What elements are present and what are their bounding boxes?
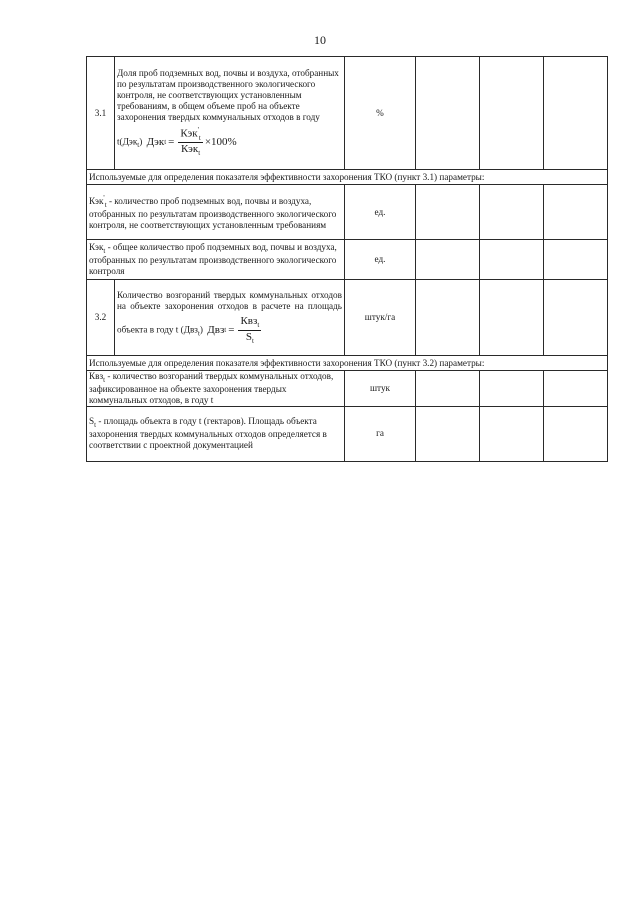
indicator-text: Количество возгораний твердых коммунальных отходов на объекте захоронения отходов в расчете на площадь объекта в году t (Двз bbox=[117, 289, 342, 335]
table-row bbox=[87, 280, 608, 356]
parameter-description bbox=[87, 371, 345, 407]
empty-cell bbox=[544, 57, 608, 170]
formula-lhs-sub: t bbox=[224, 326, 227, 335]
params-heading: Используемые для определения показателя эффективности захоронения ТКО (пункт 3.1) параметры: bbox=[87, 170, 608, 185]
empty-cell bbox=[416, 406, 480, 461]
parameter-description bbox=[87, 185, 345, 240]
formula-fraction bbox=[238, 315, 261, 345]
formula-eq: = bbox=[168, 135, 175, 148]
empty-cell bbox=[416, 57, 480, 170]
indicator-description bbox=[115, 57, 345, 170]
parameter-text: - площадь объекта в году t (гектаров). Площадь объекта захоронения твердых коммунальных отходов определяется в соответствии с проектной документацией bbox=[89, 416, 327, 451]
empty-cell bbox=[416, 280, 480, 356]
empty-cell bbox=[480, 57, 544, 170]
empty-cell bbox=[480, 406, 544, 461]
parameter-symbol: Квз$_t$ bbox=[89, 371, 106, 384]
formula-numerator: Кэк'$_t$ bbox=[180, 126, 201, 143]
empty-cell bbox=[544, 406, 608, 461]
table-row bbox=[87, 371, 608, 407]
unit-cell: штук bbox=[345, 371, 416, 407]
empty-cell bbox=[544, 280, 608, 356]
empty-cell bbox=[480, 280, 544, 356]
empty-cell bbox=[544, 371, 608, 407]
parameter-text: - количество возгораний твердых коммунальных отходов, зафиксированное на объекте захоронения твердых коммунальных отходов, в году t bbox=[89, 371, 334, 405]
unit-cell: га bbox=[345, 406, 416, 461]
formula-lhs-sub: t bbox=[164, 138, 167, 147]
formula-eq: = bbox=[228, 323, 235, 336]
formula-lhs: Двз bbox=[207, 323, 225, 336]
unit-cell: ед. bbox=[345, 240, 416, 280]
formula-tail: ×100% bbox=[204, 135, 237, 148]
indicator-text-sub: t bbox=[137, 141, 140, 150]
row-number: 3.2 bbox=[87, 280, 115, 356]
params-heading: Используемые для определения показателя эффективности захоронения ТКО (пункт 3.2) параметры: bbox=[87, 356, 608, 371]
indicator-text: Доля проб подземных вод, почвы и воздуха, отобранных по результатам производственного экологического контроля, не соответствующих установленным требованиям, в общем объеме проб на объекте захоронения твердых коммунальных отходов в году t(Дэк bbox=[117, 68, 339, 147]
parameter-description bbox=[87, 406, 345, 461]
parameter-text: - общее количество проб подземных вод, почвы и воздуха, отобранных по результатам производственного экологического контроля bbox=[89, 242, 337, 277]
unit-cell: ед. bbox=[345, 185, 416, 240]
empty-cell bbox=[480, 185, 544, 240]
parameter-text: - количество проб подземных вод, почвы и воздуха, отобранных по результатам производственного экологического контроля, не соответствующих установленным требованиям bbox=[89, 195, 337, 230]
parameter-description bbox=[87, 240, 345, 280]
formula bbox=[147, 126, 237, 158]
table-row bbox=[87, 356, 608, 371]
parameter-symbol: Кэк$_t$ bbox=[89, 242, 106, 255]
table-row bbox=[87, 240, 608, 280]
table-row bbox=[87, 406, 608, 461]
formula bbox=[207, 315, 263, 345]
indicator-table bbox=[86, 56, 608, 462]
table-row bbox=[87, 57, 608, 170]
empty-cell bbox=[480, 240, 544, 280]
indicator-text-sub: t bbox=[197, 329, 200, 338]
unit-cell: штук/га bbox=[345, 280, 416, 356]
empty-cell bbox=[544, 240, 608, 280]
page-number: 10 bbox=[314, 33, 326, 47]
parameter-symbol: $S_t$ bbox=[89, 416, 97, 430]
parameter-symbol: Кэк'$_t$ bbox=[89, 193, 107, 209]
indicator-text-end: ) bbox=[139, 136, 143, 147]
formula-lhs: Дэк bbox=[146, 135, 165, 148]
empty-cell bbox=[480, 371, 544, 407]
empty-cell bbox=[416, 371, 480, 407]
formula-denominator: $S_t$ bbox=[245, 330, 254, 346]
indicator-text-end: ) bbox=[199, 324, 203, 335]
empty-cell bbox=[544, 185, 608, 240]
table-row bbox=[87, 185, 608, 240]
unit-cell: % bbox=[345, 57, 416, 170]
row-number: 3.1 bbox=[87, 57, 115, 170]
table-row bbox=[87, 170, 608, 185]
formula-fraction bbox=[178, 126, 202, 158]
formula-numerator: Квз$_t$ bbox=[240, 315, 260, 330]
formula-denominator: Кэк$_t$ bbox=[180, 143, 201, 158]
indicator-description bbox=[115, 280, 345, 356]
empty-cell bbox=[416, 185, 480, 240]
empty-cell bbox=[416, 240, 480, 280]
